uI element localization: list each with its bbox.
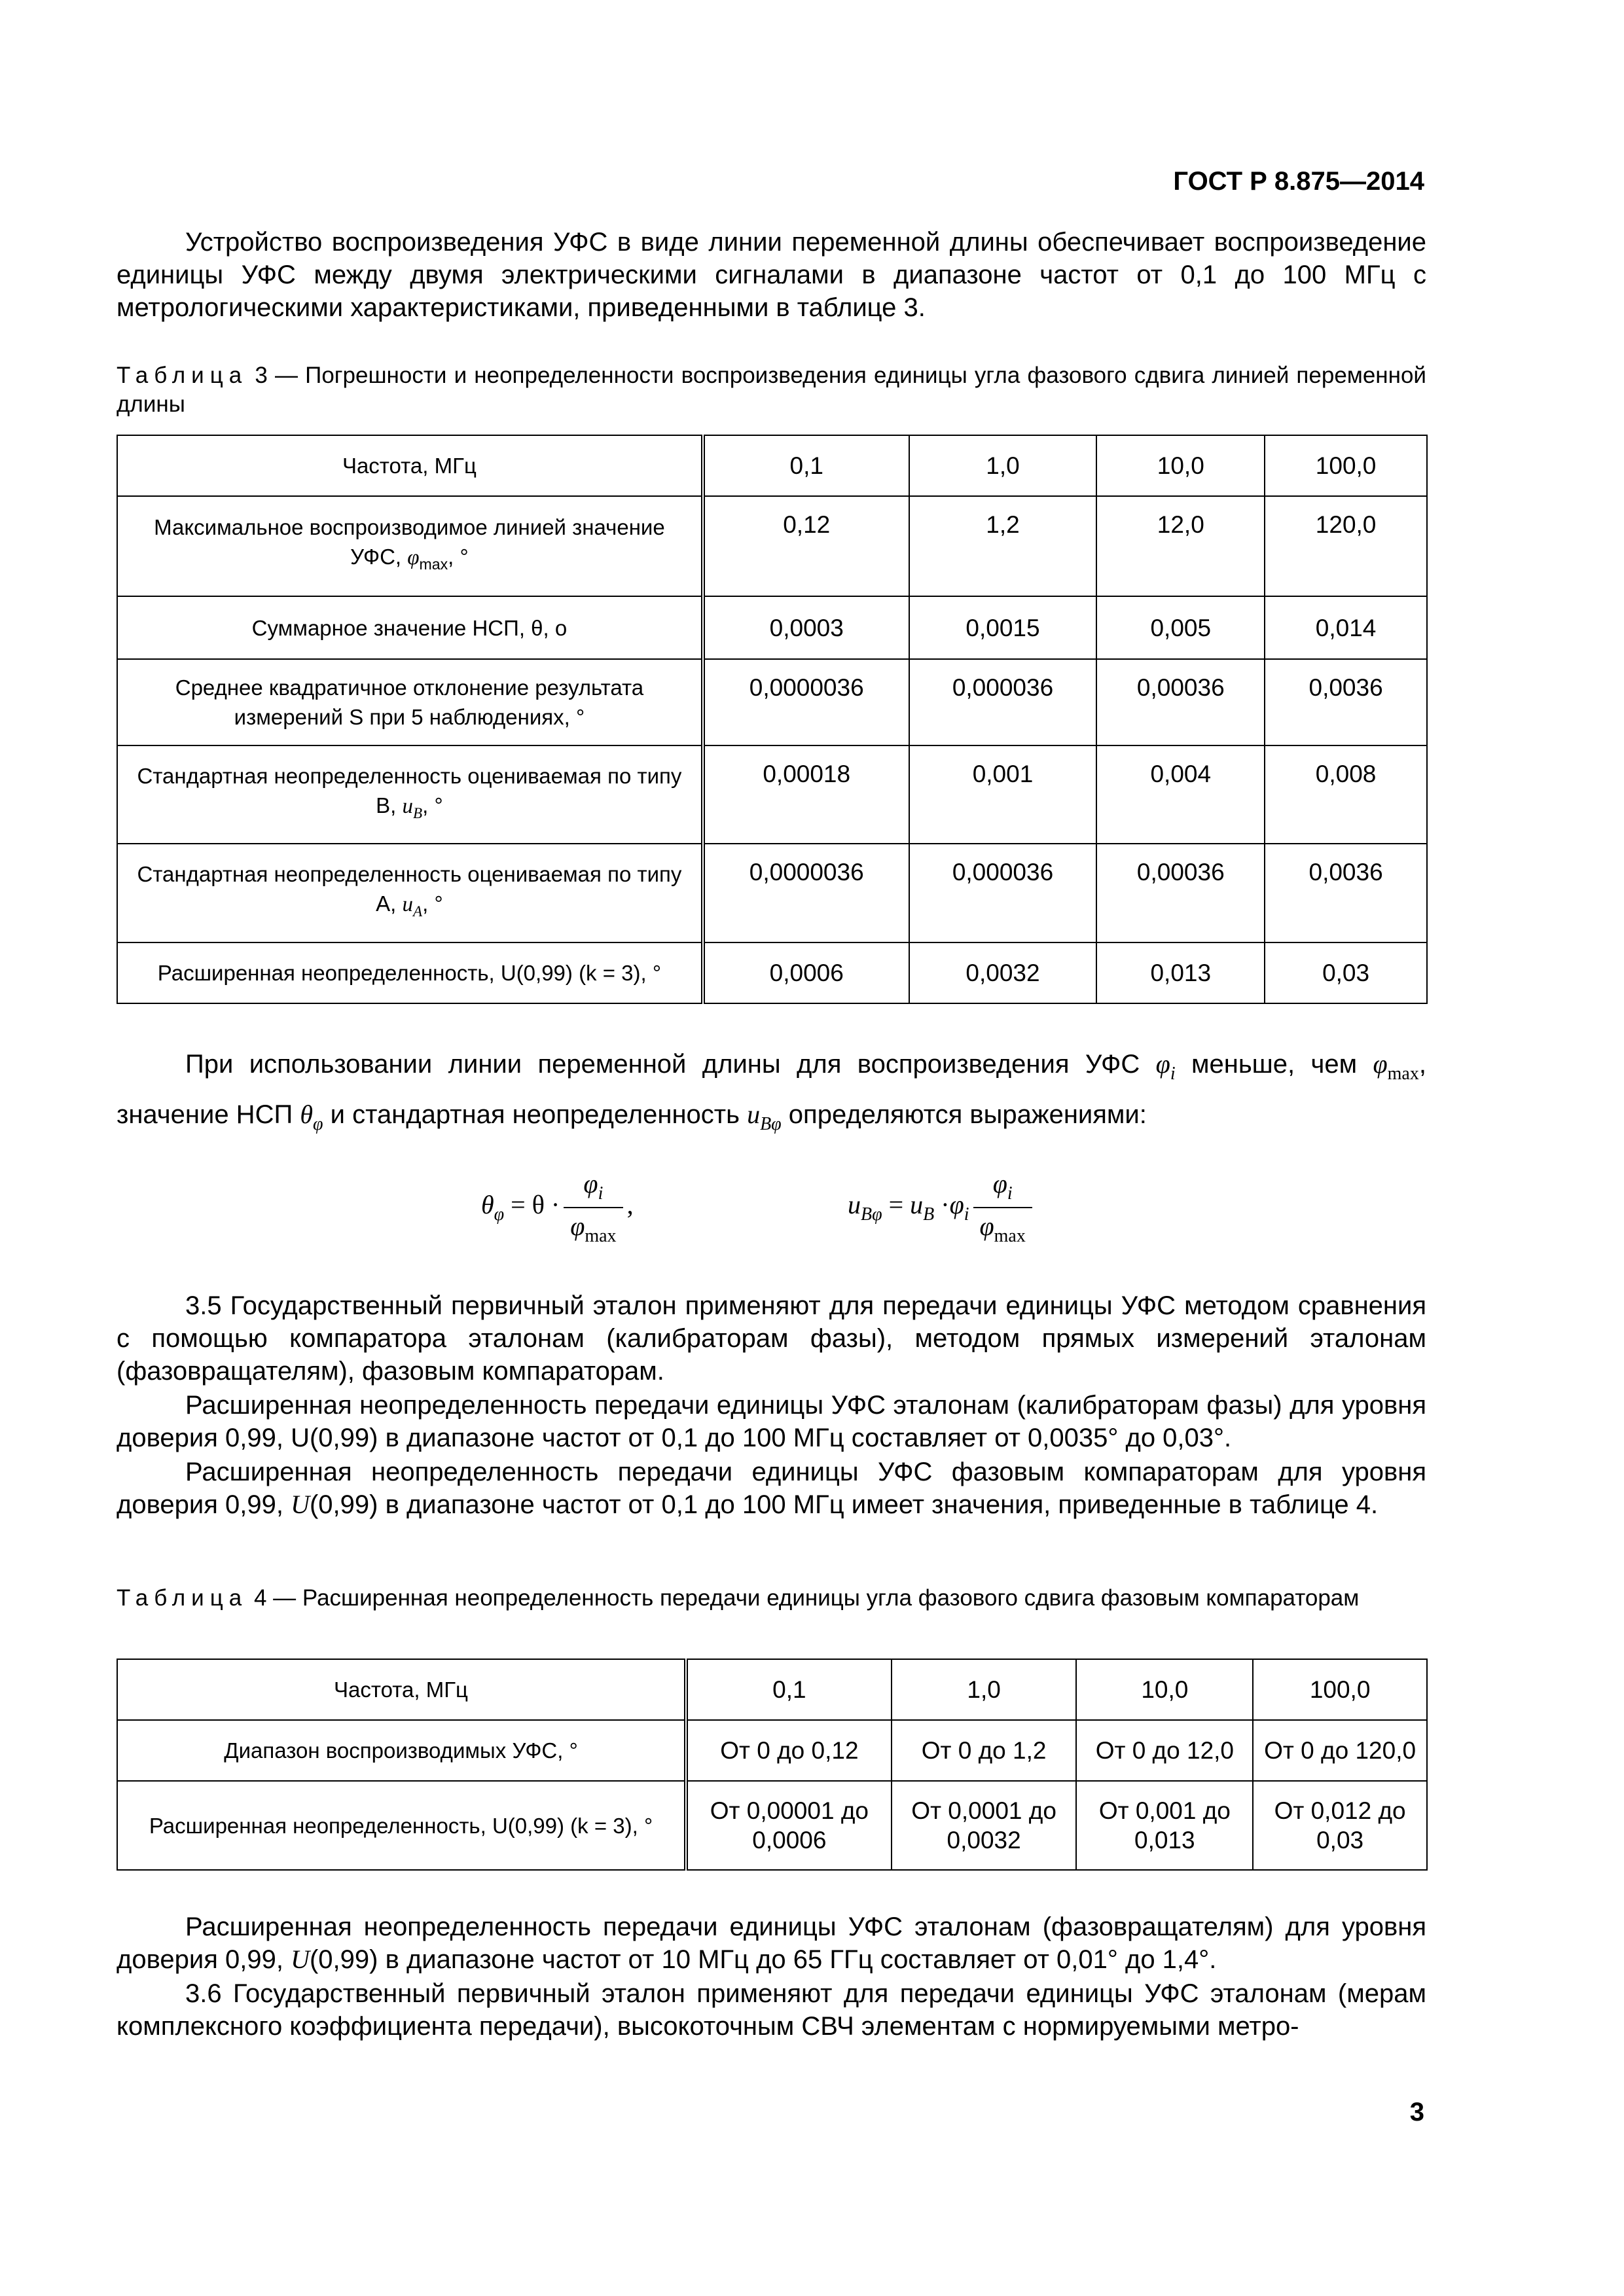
table-row [117, 496, 1427, 596]
table4-freq: 10,0 [1076, 1659, 1253, 1720]
row-label [117, 496, 703, 596]
text-run: и стандартная неопределенность [330, 1100, 740, 1129]
table3 [117, 435, 1428, 1004]
row-label-text: Стандартная неопределенность оцениваемая по типу А, [137, 862, 682, 916]
table-cell: 120,0 [1265, 496, 1427, 596]
row-label-unit: , ° [422, 891, 443, 916]
table-cell: От 0,00001 до 0,0006 [686, 1781, 892, 1870]
u-symbol: u [402, 794, 414, 818]
row-label [117, 844, 703, 942]
phi-i-symbol: $\varphi_i$ [1155, 1049, 1176, 1084]
table-cell: 0,000036 [909, 844, 1097, 942]
after-table3-paragraph: При использовании линии переменной длины для воспроизведения УФС $\varphi_i$ меньше, чем $\varphi_{max}$, значение НСП $\theta_\varphi$ и стандартная неопределенность $u_{B\varphi}$ определяются выражениями: [117, 1049, 1426, 1134]
table3-caption-text: — Погрешности и неопределенности воспроизведения единицы угла фазового сдвига линией переменной длины [117, 363, 1426, 417]
table-cell: 0,000036 [909, 659, 1097, 745]
table-cell: 0,0003 [703, 596, 909, 659]
table4 [117, 1659, 1428, 1871]
page-number: 3 [1409, 2098, 1424, 2126]
section-3-5-paragraph: 3.5 Государственный первичный эталон применяют для передачи единицы УФС методом сравнения с помощью компаратора эталонам (калибраторам фазы), методом прямых измерений эталонам (фазовращателям), фазовым компараторам. [117, 1291, 1426, 1386]
table-row [117, 745, 1427, 844]
table4-header-row [117, 1659, 1427, 1720]
phi-max-symbol: $\varphi_{max}$ [1373, 1049, 1419, 1084]
table-cell: От 0 до 12,0 [1076, 1720, 1253, 1781]
text-run: значение НСП [117, 1100, 293, 1129]
table-cell: От 0 до 0,12 [686, 1720, 892, 1781]
u-b-phi-symbol: $u_{B\varphi}$ [747, 1099, 782, 1134]
table-cell: 0,0015 [909, 596, 1097, 659]
section-3-6-paragraph: 3.6 Государственный первичный эталон применяют для передачи единицы УФС эталонам (мерам комплексного коэффициента передачи), высокоточным СВЧ элементам с нормируемыми метро- [117, 1979, 1426, 2041]
table3-freq: 1,0 [909, 435, 1097, 496]
table-cell: 0,014 [1265, 596, 1427, 659]
table4-freq: 1,0 [892, 1659, 1077, 1720]
table-cell: 0,00036 [1096, 844, 1265, 942]
table-cell: 0,12 [703, 496, 909, 596]
table-cell: 0,004 [1096, 745, 1265, 844]
table-row [117, 659, 1427, 745]
table4-header-label: Частота, МГц [117, 1659, 686, 1720]
table4-caption-text: — Расширенная неопределенность передачи единицы угла фазового сдвига фазовым компараторам [273, 1585, 1360, 1611]
table3-freq: 10,0 [1096, 435, 1265, 496]
table4-freq: 0,1 [686, 1659, 892, 1720]
after-table4-paragraph [117, 1910, 1426, 1976]
text-run: Расширенная неопределенность передачи единицы УФС эталонам (фазовращателям) для уровня доверия 0,99, [117, 1912, 1426, 1974]
table-cell: 0,00018 [703, 745, 909, 844]
text-run: U [291, 1490, 310, 1519]
table-cell: 0,0006 [703, 942, 909, 1003]
table3-caption-word: Таблица [117, 363, 248, 388]
table-cell: От 0,0001 до 0,0032 [892, 1781, 1077, 1870]
table3-freq: 0,1 [703, 435, 909, 496]
table4-caption [117, 1584, 1426, 1613]
table-cell: 0,013 [1096, 942, 1265, 1003]
table-cell: 0,0032 [909, 942, 1097, 1003]
row-label-unit: , ° [448, 545, 469, 569]
table4-caption-number: 4 [253, 1585, 267, 1611]
text-run: Расширенная неопределенность передачи единицы УФС фазовым компараторам для уровня доверия 0,99, [117, 1458, 1426, 1519]
table-row [117, 1720, 1427, 1781]
formula-u-b: $u_{B\varphi} = u_B \cdot\varphi_i$ $\frac{\varphi_i}{\varphi_{max}}$ [848, 1168, 1036, 1247]
table4-caption-word: Таблица [117, 1585, 248, 1611]
row-label-unit: , ° [422, 793, 443, 817]
table-cell: 0,0000036 [703, 659, 909, 745]
table3-freq: 100,0 [1265, 435, 1427, 496]
theta-phi-symbol: $\theta_\varphi$ [300, 1099, 323, 1134]
row-label: Расширенная неопределенность, U(0,99) (k = 3), ° [117, 942, 703, 1003]
subscript: max [419, 556, 448, 573]
table-cell: От 0 до 120,0 [1253, 1720, 1427, 1781]
text-run: U [291, 1945, 310, 1974]
row-label: Диапазон воспроизводимых УФС, ° [117, 1720, 686, 1781]
table-cell: 0,00036 [1096, 659, 1265, 745]
table3-header-label: Частота, МГц [117, 435, 703, 496]
table-cell: 0,008 [1265, 745, 1427, 844]
table-cell: От 0 до 1,2 [892, 1720, 1077, 1781]
row-label-text: Максимальное воспроизводимое линией значение УФС, [154, 515, 665, 569]
table-row [117, 596, 1427, 659]
table-cell: От 0,012 до 0,03 [1253, 1781, 1427, 1870]
u-symbol: u [402, 893, 414, 917]
table-cell: 0,0000036 [703, 844, 909, 942]
table3-caption-number: 3 [255, 363, 268, 388]
table-cell: 1,2 [909, 496, 1097, 596]
subscript: B [413, 804, 423, 822]
row-label [117, 745, 703, 844]
table-cell: 0,0036 [1265, 659, 1427, 745]
table-cell: 0,001 [909, 745, 1097, 844]
table4-freq: 100,0 [1253, 1659, 1427, 1720]
intro-paragraph: Устройство воспроизведения УФС в виде линии переменной длины обеспечивает воспроизведение единицы УФС между двумя электрическими сигналами в диапазоне частот от 0,1 до 100 МГц с метрологическими характеристиками, приведенными в таблице 3. [117, 228, 1426, 322]
table-cell: 0,0036 [1265, 844, 1427, 942]
text-run: (0,99) в диапазоне частот от 0,1 до 100 МГц имеет значения, приведенные в таблице 4. [309, 1490, 1379, 1519]
text-run: определяются выражениями: [788, 1100, 1147, 1129]
table3-caption [117, 361, 1426, 419]
table-row [117, 942, 1427, 1003]
row-label: Расширенная неопределенность, U(0,99) (k = 3), ° [117, 1781, 686, 1870]
section-3-5-paragraph-3 [117, 1456, 1426, 1521]
row-label: Суммарное значение НСП, θ, о [117, 596, 703, 659]
table3-header-row [117, 435, 1427, 496]
table-cell: 0,005 [1096, 596, 1265, 659]
row-label-text: Стандартная неопределенность оцениваемая по типу В, [137, 763, 682, 817]
row-label: Среднее квадратичное отклонение результата измерений S при 5 наблюдениях, ° [117, 659, 703, 745]
table-row [117, 1781, 1427, 1870]
table-cell: 0,03 [1265, 942, 1427, 1003]
table-cell: От 0,001 до 0,013 [1076, 1781, 1253, 1870]
table-row [117, 844, 1427, 942]
document-header: ГОСТ Р 8.875—2014 [1173, 167, 1424, 196]
phi-symbol: φ [407, 546, 420, 570]
subscript: A [413, 903, 423, 920]
text-run: (0,99) в диапазоне частот от 10 МГц до 65 ГГц составляет от 0,01° до 1,4°. [309, 1945, 1217, 1974]
text-run: При использовании линии переменной длины для воспроизведения УФС [185, 1050, 1140, 1079]
section-3-5-paragraph-2: Расширенная неопределенность передачи единицы УФС эталонам (калибраторам фазы) для уровня доверия 0,99, U(0,99) в диапазоне частот от 0,1 до 100 МГц составляет от 0,0035° до 0,03°. [117, 1391, 1426, 1452]
text-run: меньше, чем [1191, 1050, 1358, 1079]
table-cell: 12,0 [1096, 496, 1265, 596]
formula-theta: $\theta_\varphi = \theta$ · $\frac{\varphi_i}{\varphi_{max}}$ , [481, 1169, 634, 1246]
